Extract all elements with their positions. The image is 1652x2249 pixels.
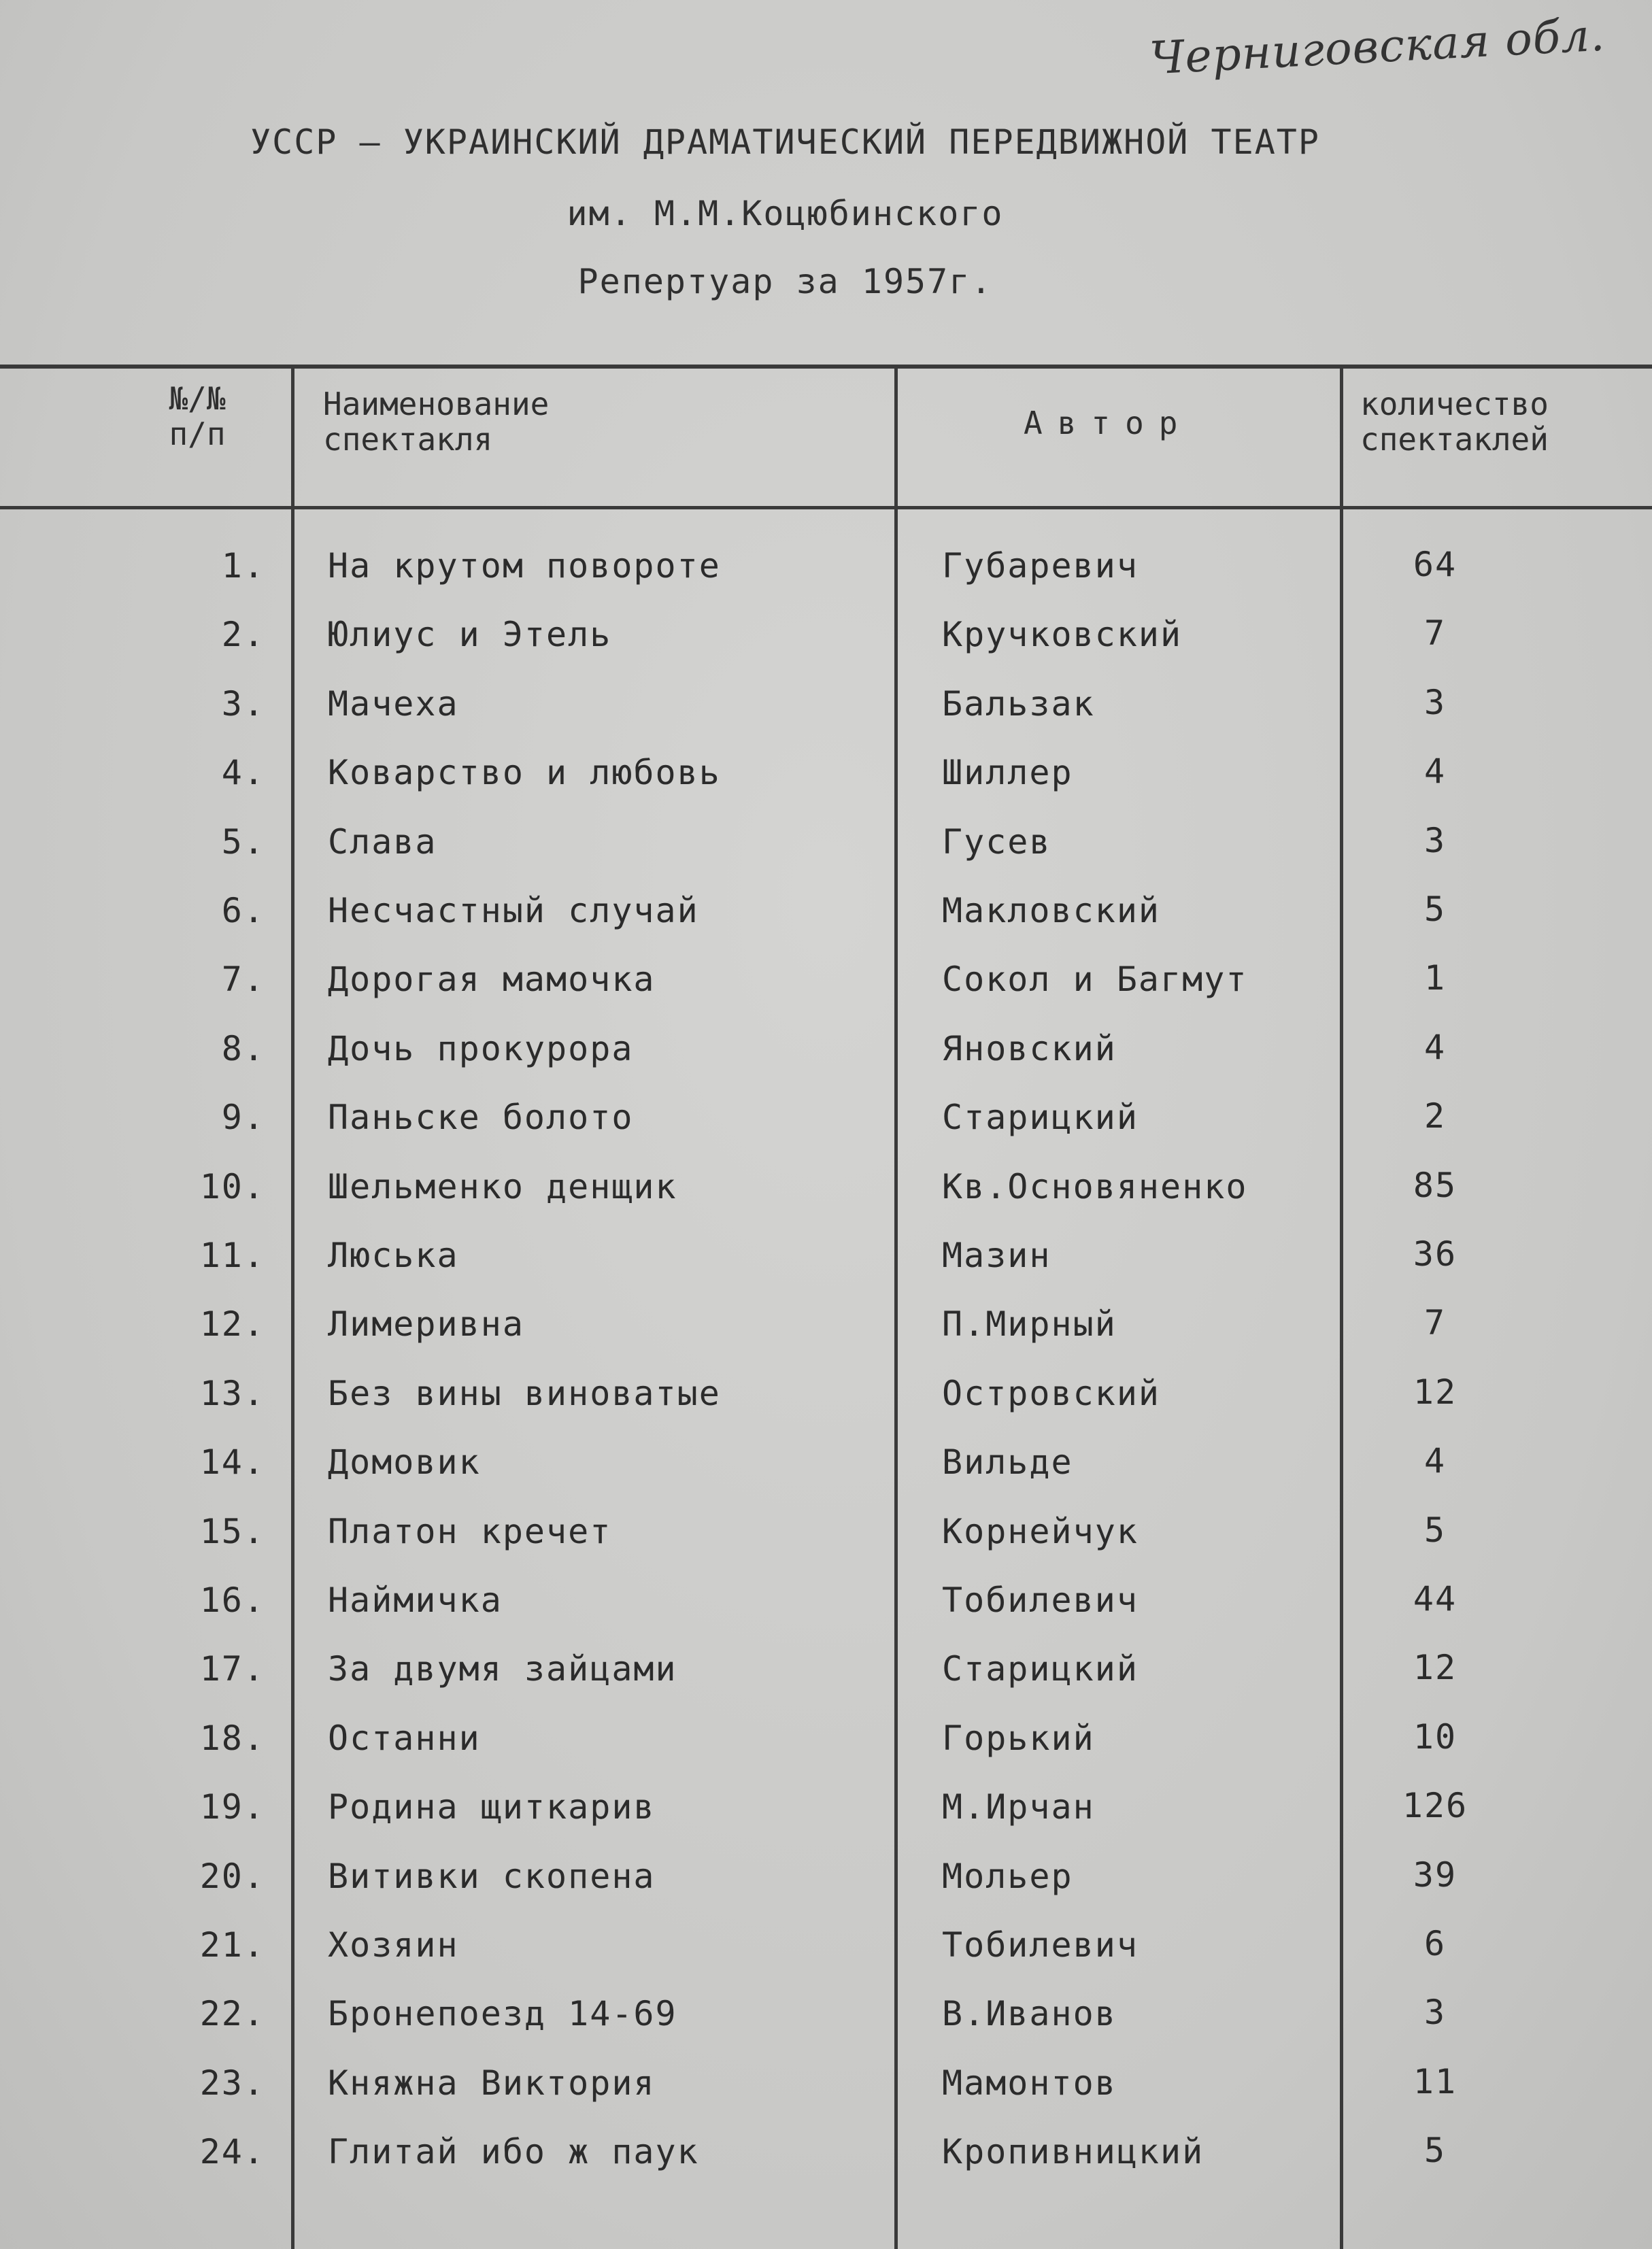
row-number: 16. (199, 1580, 265, 1620)
performance-count: 126 (1402, 1786, 1468, 1826)
row-number: 23. (199, 2063, 265, 2103)
play-title: Дорогая мамочка (328, 960, 656, 1000)
play-author: Сокол и Багмут (942, 960, 1248, 1000)
header-title-line: спектакля (323, 421, 493, 458)
performance-count: 5 (1423, 1510, 1447, 1550)
row-number: 2. (221, 615, 265, 655)
table-row (0, 1913, 1652, 1982)
play-title: Хозяин (328, 1925, 459, 1965)
play-title: Паньске болото (328, 1098, 634, 1138)
play-title: Платон кречет (328, 1511, 612, 1551)
table-row (0, 1085, 1652, 1154)
performance-count: 2 (1423, 1096, 1447, 1136)
table-row (0, 2120, 1652, 2188)
play-author: Бальзак (942, 683, 1095, 724)
table-row (0, 1155, 1652, 1223)
row-number: 5. (221, 822, 265, 862)
play-author: П.Мирный (942, 1304, 1117, 1345)
row-number: 4. (221, 753, 265, 793)
play-author: Кропивницкий (942, 2132, 1204, 2172)
play-author: Горький (942, 1718, 1095, 1758)
play-author: Вильде (942, 1442, 1073, 1483)
performance-count: 3 (1423, 1993, 1447, 2033)
play-title: Витивки скопена (328, 1856, 656, 1896)
play-author: Гусев (942, 822, 1051, 862)
document-title: УССР – УКРАИНСКИЙ ДРАМАТИЧЕСКИЙ ПЕРЕДВИЖНОЙ ТЕАТР (250, 122, 1321, 162)
table-row (0, 1430, 1652, 1499)
play-author: Мольер (942, 1856, 1073, 1896)
row-number: 18. (199, 1718, 265, 1758)
table-row (0, 1844, 1652, 1913)
table-row (0, 741, 1652, 809)
play-title: За двумя зайцами (328, 1649, 677, 1689)
play-title: Коварство и любовь (328, 753, 721, 793)
play-author: Тобилевич (942, 1925, 1139, 1965)
performance-count: 5 (1423, 890, 1447, 929)
table-row (0, 1223, 1652, 1292)
performance-count: 39 (1413, 1855, 1457, 1895)
play-author: Мазин (942, 1236, 1051, 1275)
performance-count: 12 (1413, 1648, 1457, 1688)
play-author: Островский (942, 1373, 1161, 1413)
performance-count: 4 (1423, 1441, 1447, 1481)
play-author: Старицкий (942, 1098, 1139, 1138)
document-subtitle: им. М.М.Коцюбинского (567, 194, 1004, 233)
row-number: 9. (221, 1098, 265, 1138)
play-title: Мачеха (328, 683, 459, 724)
table-row (0, 879, 1652, 947)
play-author: Яновский (942, 1028, 1117, 1068)
row-number: 3. (221, 683, 265, 724)
row-number: 22. (199, 1994, 265, 2034)
row-number: 13. (199, 1373, 265, 1413)
play-title: Останни (328, 1718, 481, 1758)
play-title: Глитай ибо ж паук (328, 2132, 699, 2172)
performance-count: 5 (1423, 2131, 1447, 2171)
header-author: Автор (1024, 405, 1193, 441)
play-title: Юлиус и Этель (328, 615, 612, 655)
play-title: Без вины виноватые (328, 1373, 721, 1413)
play-title: На крутом повороте (328, 546, 721, 586)
performance-count: 11 (1413, 2061, 1457, 2101)
document-period: Репертуар за 1957г. (577, 262, 993, 301)
row-number: 8. (221, 1028, 265, 1068)
table-row (0, 672, 1652, 741)
performance-count: 12 (1413, 1372, 1457, 1412)
performance-count: 10 (1413, 1717, 1457, 1757)
table-row (0, 1568, 1652, 1637)
table-row (0, 534, 1652, 603)
play-title: Люська (328, 1236, 459, 1275)
row-number: 6. (221, 891, 265, 930)
row-number: 7. (221, 960, 265, 1000)
play-title: Бронепоезд 14-69 (328, 1994, 677, 2034)
table-row (0, 1500, 1652, 1568)
play-author: Губаревич (942, 546, 1139, 586)
play-title: Домовик (328, 1442, 481, 1483)
performance-count: 4 (1423, 751, 1447, 792)
handwritten-note: Черниговская обл. (1148, 8, 1606, 85)
performance-count: 85 (1413, 1165, 1457, 1205)
play-author: Мамонтов (942, 2063, 1117, 2103)
play-title: Наймичка (328, 1580, 503, 1620)
play-author: Тобилевич (942, 1580, 1139, 1620)
play-title: Лимеривна (328, 1304, 524, 1345)
row-number: 19. (199, 1787, 265, 1827)
header-title (323, 386, 549, 457)
play-author: Старицкий (942, 1649, 1139, 1689)
row-number: 14. (199, 1442, 265, 1483)
table-row (0, 1775, 1652, 1844)
row-number: 17. (199, 1649, 265, 1689)
row-number: 24. (199, 2132, 265, 2172)
performance-count: 4 (1423, 1027, 1447, 1067)
header-count (1360, 386, 1549, 457)
performance-count: 44 (1413, 1579, 1457, 1619)
header-number-line: №/№ (169, 380, 226, 417)
row-number: 20. (199, 1856, 265, 1896)
table-row (0, 810, 1652, 879)
header-title-line: Наименование (323, 386, 550, 422)
play-title: Шельменко денщик (328, 1166, 677, 1206)
table-row (0, 603, 1652, 671)
header-count-line: спектаклей (1360, 421, 1549, 458)
table-row (0, 1017, 1652, 1085)
play-author: М.Ирчан (942, 1787, 1095, 1827)
table-row (0, 1362, 1652, 1430)
play-title: Слава (328, 822, 437, 862)
table-row (0, 1637, 1652, 1706)
row-number: 11. (199, 1236, 265, 1275)
table-row (0, 1982, 1652, 2050)
play-author: Шиллер (942, 753, 1073, 793)
performance-count: 7 (1423, 613, 1447, 654)
play-title: Дочь прокурора (328, 1028, 634, 1068)
row-number: 12. (199, 1304, 265, 1345)
row-number: 1. (221, 546, 265, 586)
performance-count: 3 (1423, 682, 1447, 722)
performance-count: 7 (1423, 1303, 1447, 1343)
header-number-line: п/п (169, 416, 226, 452)
performance-count: 6 (1423, 1924, 1447, 1963)
play-title: Несчастный случай (328, 891, 699, 930)
table-header-rule (0, 506, 1652, 509)
performance-count: 36 (1413, 1234, 1457, 1274)
table-row (0, 1292, 1652, 1361)
performance-count: 3 (1423, 820, 1447, 860)
row-number: 15. (199, 1511, 265, 1551)
play-author: В.Иванов (942, 1994, 1117, 2034)
play-title: Родина щиткарив (328, 1787, 656, 1827)
table-row (0, 947, 1652, 1016)
play-author: Кручковский (942, 615, 1183, 655)
performance-count: 64 (1413, 545, 1457, 584)
row-number: 21. (199, 1925, 265, 1965)
play-author: Корнейчук (942, 1511, 1139, 1551)
play-author: Макловский (942, 891, 1161, 930)
performance-count: 1 (1423, 958, 1447, 998)
header-count-line: количество (1360, 386, 1549, 422)
header-number (129, 381, 265, 452)
table-row (0, 1706, 1652, 1775)
row-number: 10. (199, 1166, 265, 1206)
play-title: Княжна Виктория (328, 2063, 656, 2103)
table-row (0, 2051, 1652, 2120)
table-top-rule (0, 365, 1652, 369)
play-author: Кв.Основяненко (942, 1166, 1248, 1206)
